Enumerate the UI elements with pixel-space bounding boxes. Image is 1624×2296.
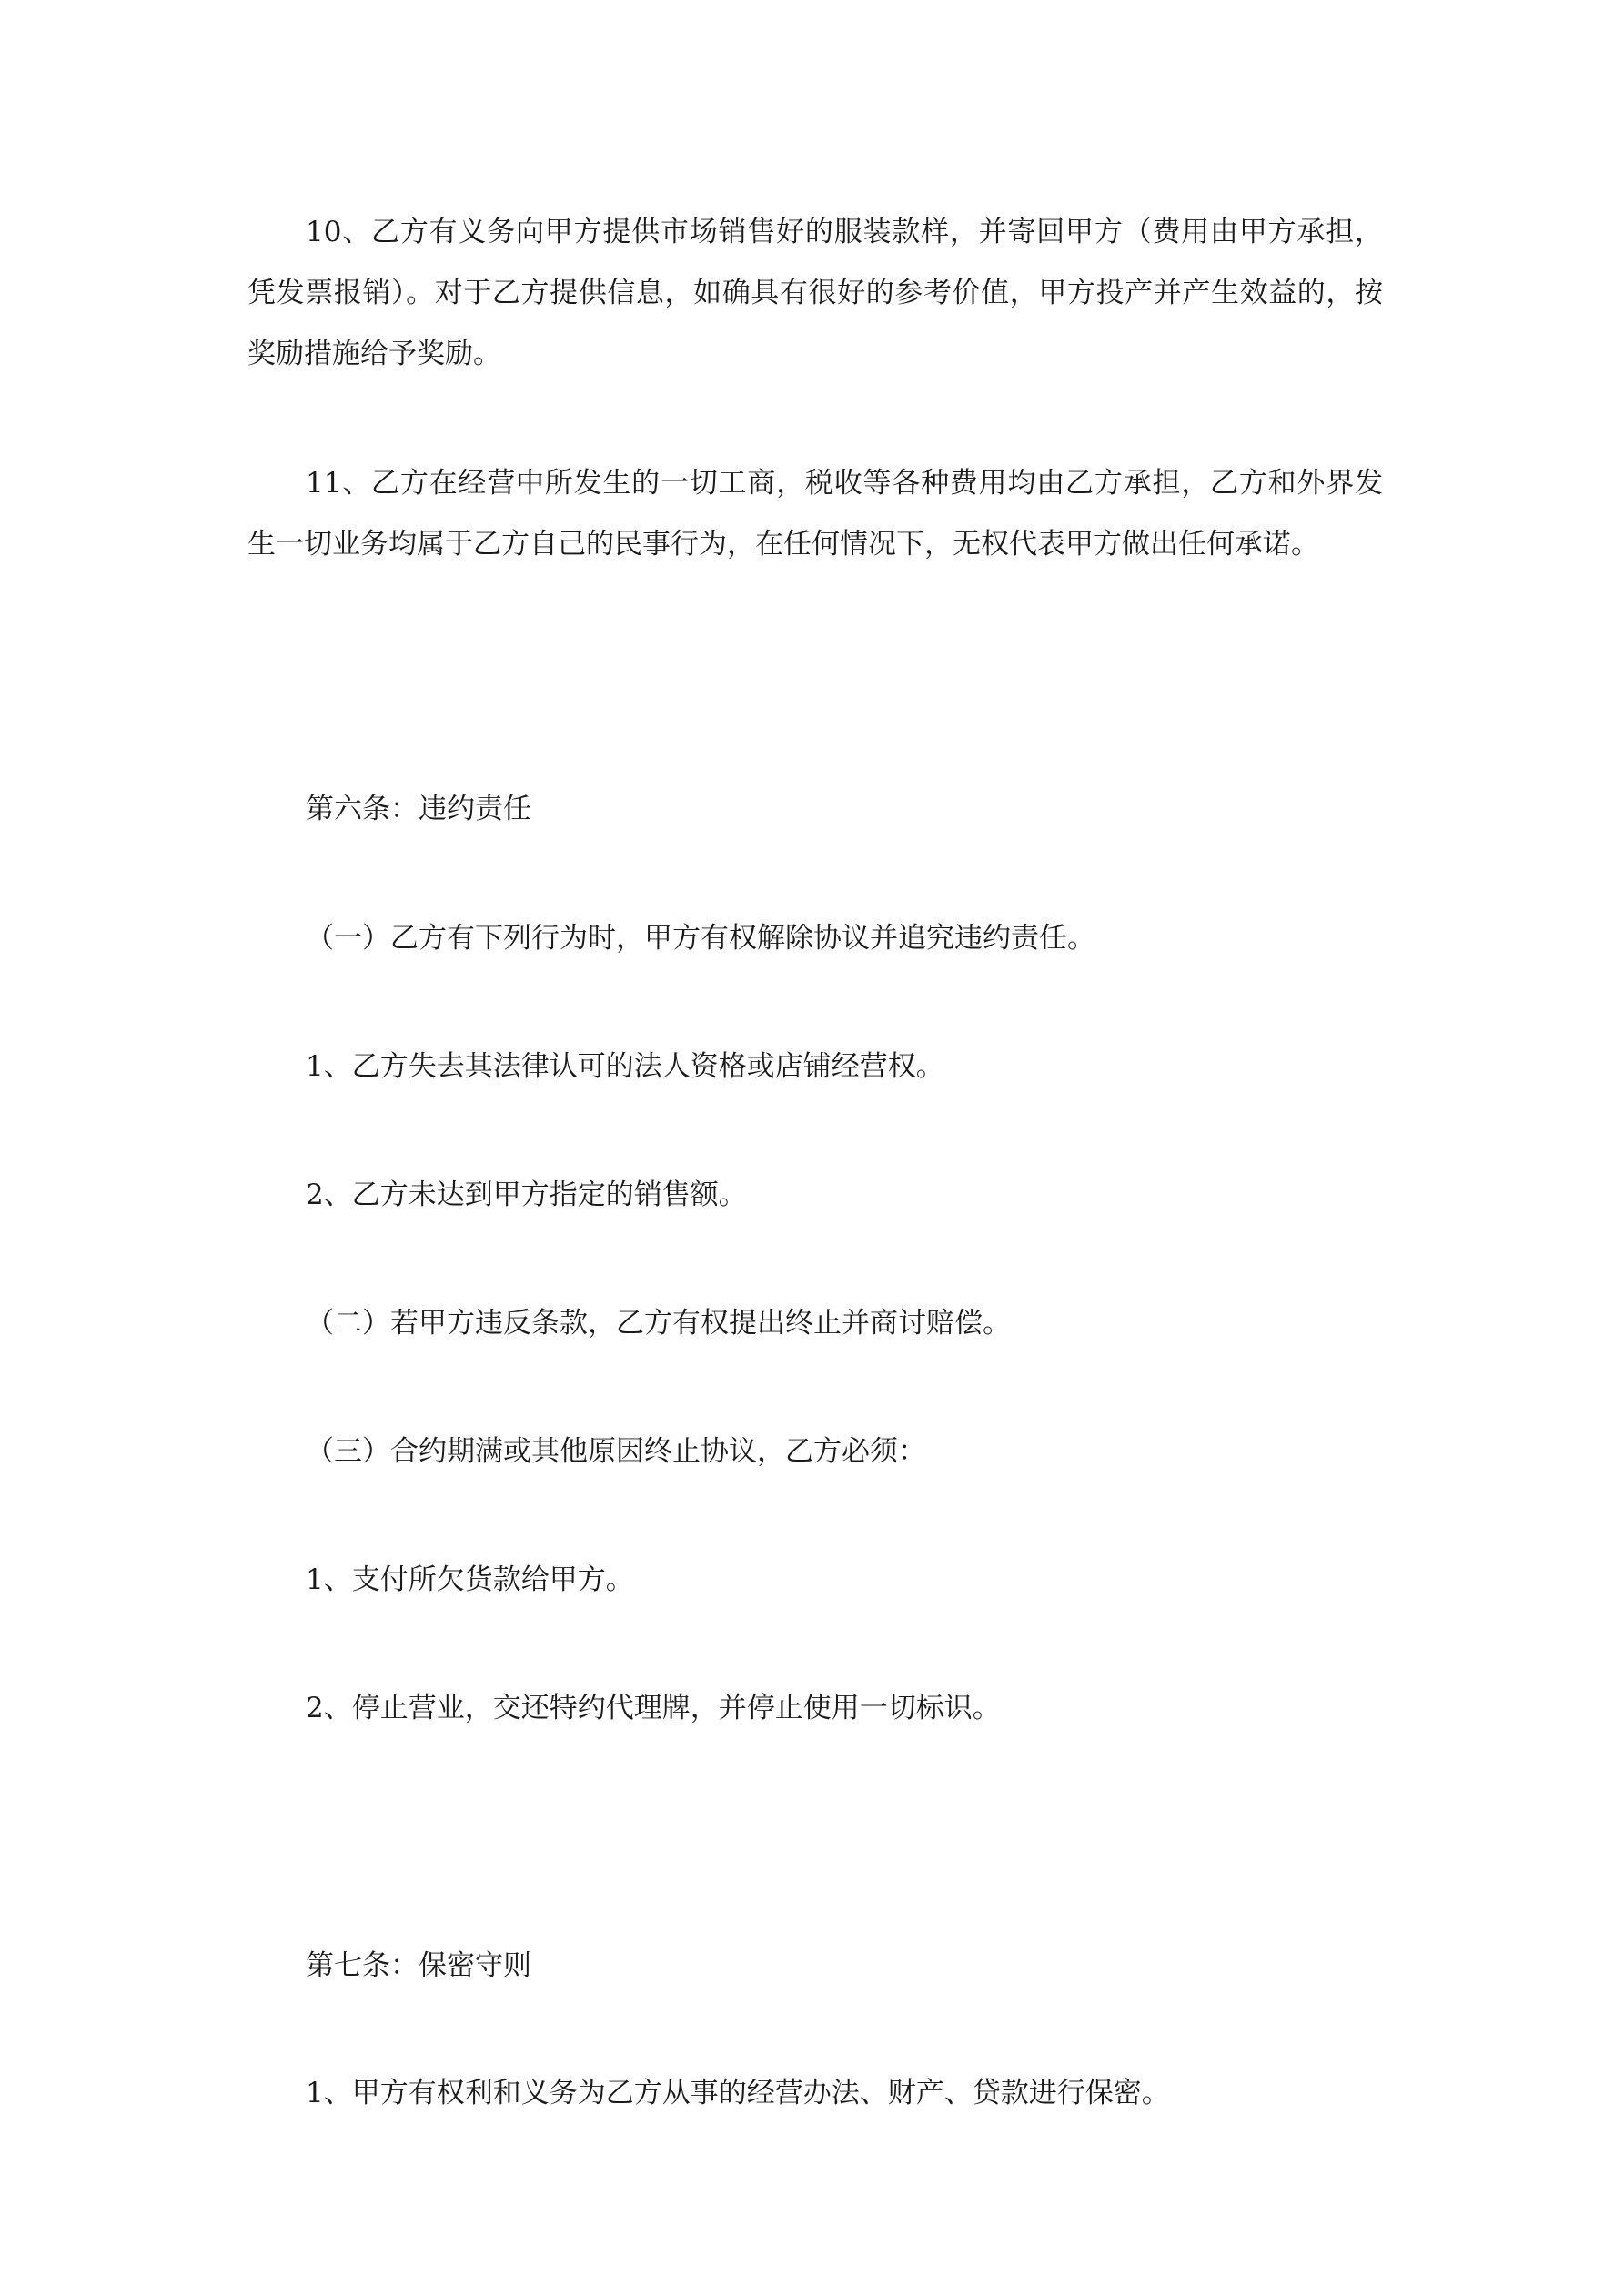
section-6-item-1: （一）乙方有下列行为时，甲方有权解除协议并追究违约责任。 — [306, 922, 1095, 955]
section-6-item-2: （二）若甲方违反条款，乙方有权提出终止并商讨赔偿。 — [306, 1307, 1011, 1340]
section-6-heading: 第六条：违约责任 — [306, 793, 531, 825]
section-7-heading: 第七条：保密守则 — [306, 1949, 531, 1982]
section-6-subitem-3: 1、支付所欠货款给甲方。 — [306, 1563, 634, 1596]
section-6-subitem-2: 2、乙方未达到甲方指定的销售额。 — [306, 1178, 747, 1211]
section-7-item-1: 1、甲方有权利和义务为乙方从事的经营办法、财产、贷款进行保密。 — [306, 2077, 1170, 2109]
section-6-item-3: （三）合约期满或其他原因终止协议，乙方必须： — [306, 1435, 926, 1468]
clause-10-paragraph: 10、乙方有义务向甲方提供市场销售好的服装款样，并寄回甲方（费用由甲方承担，凭发票报销）。对于乙方提供信息，如确具有很好的参考价值，甲方投产并产生效益的，按奖励措施给予奖励。 — [247, 216, 1383, 370]
section-6-subitem-4: 2、停止营业，交还特约代理牌，并停止使用一切标识。 — [306, 1692, 1001, 1725]
section-6-subitem-1: 1、乙方失去其法律认可的法人资格或店铺经营权。 — [306, 1050, 944, 1083]
clause-11-paragraph: 11、乙方在经营中所发生的一切工商，税收等各种费用均由乙方承担，乙方和外界发生一切业务均属于乙方自己的民事行为，在任何情况下，无权代表甲方做出任何承诺。 — [247, 467, 1383, 561]
